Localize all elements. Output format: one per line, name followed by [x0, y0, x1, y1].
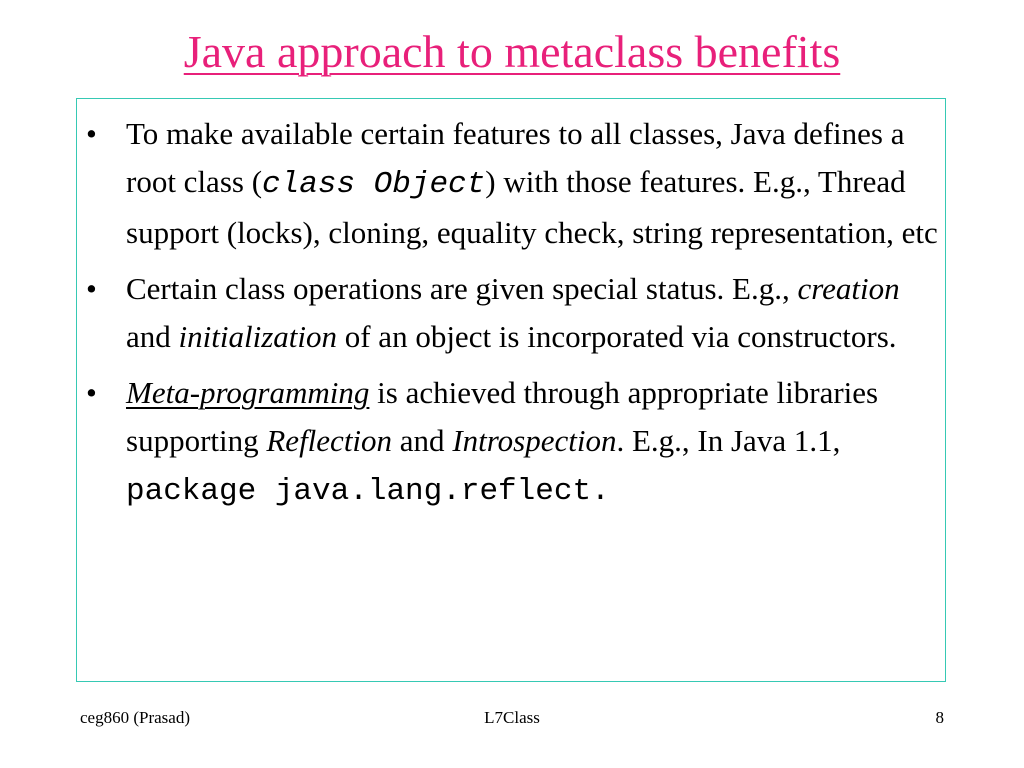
bullet-2-text-2: and	[126, 319, 179, 354]
bullet-item-1	[86, 110, 946, 257]
bullet-1-text-1: To make available certain features to all classes, Java defines a root class (	[126, 116, 905, 199]
footer-left: ceg860 (Prasad)	[80, 708, 190, 727]
footer-center: L7Class	[484, 708, 540, 727]
bullet-list	[86, 110, 946, 524]
bullet-2-italic-1: creation	[797, 271, 900, 306]
bullet-3-text-1: is achieved through appropriate libraries supporting	[126, 375, 879, 458]
slide-title-text: Java approach to metaclass benefits	[183, 26, 841, 77]
bullet-dot: •	[86, 271, 97, 306]
bullet-3-text-3: . E.g., In Java 1.1,	[616, 423, 841, 458]
footer-page-number: 8	[935, 708, 944, 727]
bullet-3-italic-1: Reflection	[266, 423, 393, 458]
bullet-1-text-2: ) with those features. E.g., Thread support (locks), cloning, equality check, string representation, etc	[126, 164, 938, 250]
bullet-dot: •	[86, 116, 97, 151]
bullet-3-italic-2: Introspection	[452, 423, 617, 458]
bullet-dot: •	[86, 375, 97, 410]
bullet-1-code: class Object	[262, 167, 486, 202]
bullet-2-text-1: Certain class operations are given special status. E.g.,	[126, 271, 798, 306]
bullet-2-text-3: of an object is incorporated via constructors.	[336, 319, 897, 354]
bullet-item-2	[86, 265, 946, 361]
bullet-3-text-2: and	[392, 423, 453, 458]
bullet-3-italic-underlined: Meta-programming	[126, 375, 370, 410]
bullet-item-3	[86, 369, 946, 516]
slide-title	[0, 24, 1024, 79]
bullet-2-italic-2: initialization	[178, 319, 337, 354]
bullet-3-code: package java.lang.reflect.	[126, 474, 610, 509]
